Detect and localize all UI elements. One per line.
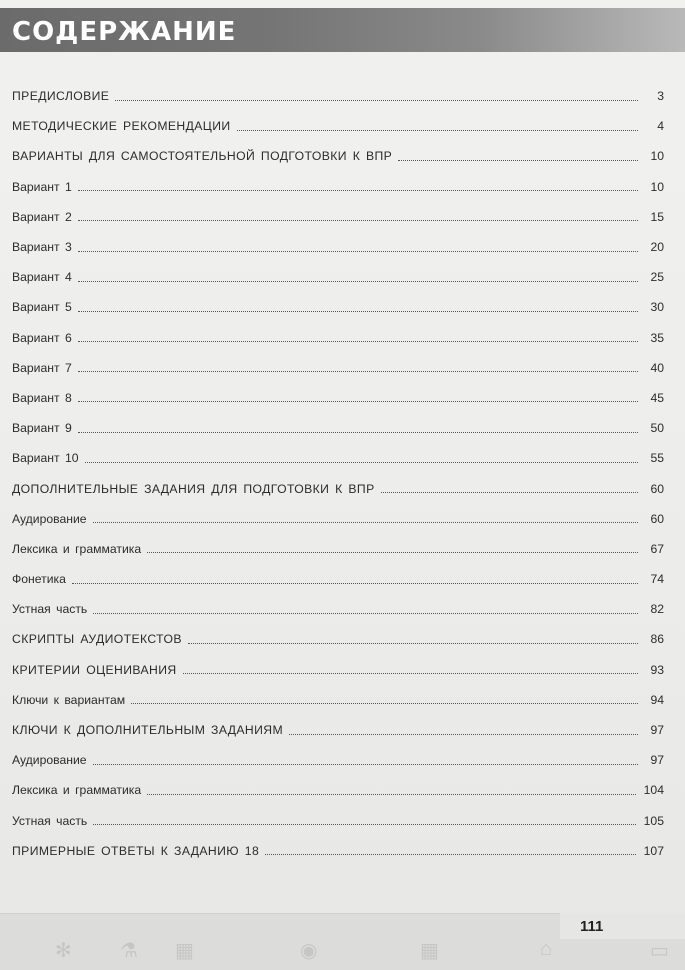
toc-entry-page: 50 bbox=[650, 421, 664, 436]
toc-entry-label: КЛЮЧИ К ДОПОЛНИТЕЛЬНЫМ ЗАДАНИЯМ bbox=[12, 723, 284, 738]
dot-leader bbox=[78, 400, 638, 402]
dot-leader bbox=[381, 491, 638, 493]
toc-entry bbox=[12, 111, 664, 141]
toc-entry bbox=[12, 383, 664, 413]
toc-entry bbox=[12, 292, 664, 322]
toc-entry-label: Вариант 3 bbox=[12, 240, 72, 255]
grid-icon: ▦ bbox=[420, 940, 439, 962]
dot-leader bbox=[265, 853, 636, 855]
toc-entry-label: ВАРИАНТЫ ДЛЯ САМОСТОЯТЕЛЬНОЙ ПОДГОТОВКИ К ВПР bbox=[12, 149, 393, 164]
dot-leader bbox=[289, 733, 638, 735]
dot-leader bbox=[78, 189, 638, 191]
dot-leader bbox=[115, 99, 638, 101]
toc-entry-page: 30 bbox=[650, 300, 664, 315]
toc-entry-label: Лексика и грамматика bbox=[12, 783, 142, 798]
toc-entry bbox=[12, 353, 664, 383]
toc-entry bbox=[12, 534, 664, 564]
toc-entry-page: 104 bbox=[643, 783, 664, 798]
toc-entry-label: Устная часть bbox=[12, 602, 88, 617]
toc-entry-label: Вариант 7 bbox=[12, 360, 72, 375]
toc-entry-page: 105 bbox=[643, 813, 664, 828]
toc-entry-label: Фонетика bbox=[12, 572, 66, 587]
dot-leader bbox=[147, 793, 636, 795]
toc-entry-label: Вариант 10 bbox=[12, 451, 79, 466]
toc-entry-page: 60 bbox=[650, 511, 664, 526]
toc-entry-page: 4 bbox=[657, 119, 664, 134]
toc-entry bbox=[12, 81, 664, 111]
toc-entry bbox=[12, 624, 664, 654]
toc-entry-page: 10 bbox=[650, 149, 664, 164]
toc-entry-label: Вариант 8 bbox=[12, 390, 72, 405]
toc-entry bbox=[12, 141, 664, 171]
toc-entry-page: 97 bbox=[650, 753, 664, 768]
toc-entry bbox=[12, 504, 664, 534]
toc-entry bbox=[12, 564, 664, 594]
toc-entry-page: 107 bbox=[643, 843, 664, 858]
toc-entry bbox=[12, 443, 664, 473]
toc-entry-label: Вариант 1 bbox=[12, 179, 72, 194]
page-number: 111 bbox=[580, 918, 604, 935]
toc-entry bbox=[12, 323, 664, 353]
toc-entry bbox=[12, 685, 664, 715]
toc-entry-page: 15 bbox=[650, 209, 664, 224]
toc-entry bbox=[12, 594, 664, 624]
toc-entry-page: 40 bbox=[650, 360, 664, 375]
dot-leader bbox=[78, 219, 638, 221]
toc-entry-label: Ключи к вариантам bbox=[12, 692, 126, 707]
toc-entry bbox=[12, 232, 664, 262]
eye-icon: ◉ bbox=[300, 940, 318, 962]
toc-entry bbox=[12, 202, 664, 232]
toc-entry-page: 82 bbox=[650, 602, 664, 617]
building-icon: ⌂ bbox=[540, 938, 553, 960]
toc-entry-label: СКРИПТЫ АУДИОТЕКСТОВ bbox=[12, 632, 182, 647]
dot-leader bbox=[78, 250, 638, 252]
toc-entry-page: 10 bbox=[650, 179, 664, 194]
atom-icon: ✻ bbox=[55, 940, 72, 962]
dot-leader bbox=[93, 612, 638, 614]
page-title: СОДЕРЖАНИЕ bbox=[12, 17, 237, 47]
toc-entry bbox=[12, 172, 664, 202]
toc-entry bbox=[12, 715, 664, 745]
toc-entry-page: 94 bbox=[650, 692, 664, 707]
dot-leader bbox=[93, 521, 638, 523]
toc-entry-label: Аудирование bbox=[12, 511, 87, 526]
toc-entry-label: Вариант 6 bbox=[12, 330, 72, 345]
toc-entry bbox=[12, 775, 664, 805]
dot-leader bbox=[147, 551, 638, 553]
toc-entry-label: Лексика и грамматика bbox=[12, 541, 142, 556]
toc-entry-label: МЕТОДИЧЕСКИЕ РЕКОМЕНДАЦИИ bbox=[12, 119, 231, 134]
document-icon: ▭ bbox=[650, 940, 669, 962]
toc-entry-page: 67 bbox=[650, 541, 664, 556]
dot-leader bbox=[78, 310, 638, 312]
toc-entry-label: Аудирование bbox=[12, 753, 87, 768]
dot-leader bbox=[131, 702, 638, 704]
dot-leader bbox=[78, 431, 638, 433]
toc-entry-label: ПРЕДИСЛОВИЕ bbox=[12, 89, 110, 104]
toc-entry-page: 93 bbox=[650, 662, 664, 677]
grid-icon: ▦ bbox=[175, 940, 194, 962]
toc-entry bbox=[12, 262, 664, 292]
toc-entry-page: 3 bbox=[657, 89, 664, 104]
toc-entry-label: Устная часть bbox=[12, 813, 88, 828]
toc-entry bbox=[12, 806, 664, 836]
dot-leader bbox=[78, 340, 638, 342]
toc-entry-label: ДОПОЛНИТЕЛЬНЫЕ ЗАДАНИЯ ДЛЯ ПОДГОТОВКИ К ВПР bbox=[12, 481, 375, 496]
toc-entry bbox=[12, 836, 664, 866]
dot-leader bbox=[237, 129, 638, 131]
toc-entry bbox=[12, 655, 664, 685]
dot-leader bbox=[93, 823, 635, 825]
toc-entry bbox=[12, 745, 664, 775]
toc-entry-page: 74 bbox=[650, 572, 664, 587]
toc-entry-label: Вариант 4 bbox=[12, 270, 72, 285]
toc-entry bbox=[12, 473, 664, 503]
toc-entry-page: 45 bbox=[650, 390, 664, 405]
dot-leader bbox=[85, 461, 638, 463]
toc-entry-page: 86 bbox=[650, 632, 664, 647]
dot-leader bbox=[188, 642, 638, 644]
toc-entry-label: Вариант 2 bbox=[12, 209, 72, 224]
toc-entry-page: 60 bbox=[650, 481, 664, 496]
dot-leader bbox=[93, 763, 638, 765]
dot-leader bbox=[72, 582, 638, 584]
toc-entry-page: 35 bbox=[650, 330, 664, 345]
toc-entry-label: КРИТЕРИИ ОЦЕНИВАНИЯ bbox=[12, 662, 177, 677]
toc-entry-label: ПРИМЕРНЫЕ ОТВЕТЫ К ЗАДАНИЮ 18 bbox=[12, 843, 260, 858]
toc-entry-page: 97 bbox=[650, 723, 664, 738]
toc-entry-page: 25 bbox=[650, 270, 664, 285]
flask-icon: ⚗ bbox=[120, 940, 138, 962]
toc-entry bbox=[12, 413, 664, 443]
table-of-contents bbox=[12, 81, 664, 866]
page-number-tab bbox=[560, 913, 685, 939]
title-bar bbox=[0, 8, 685, 52]
toc-entry-label: Вариант 9 bbox=[12, 421, 72, 436]
toc-entry-page: 20 bbox=[650, 240, 664, 255]
dot-leader bbox=[78, 280, 638, 282]
dot-leader bbox=[78, 370, 638, 372]
dot-leader bbox=[398, 159, 638, 161]
toc-entry-page: 55 bbox=[650, 451, 664, 466]
toc-entry-label: Вариант 5 bbox=[12, 300, 72, 315]
dot-leader bbox=[183, 672, 638, 674]
